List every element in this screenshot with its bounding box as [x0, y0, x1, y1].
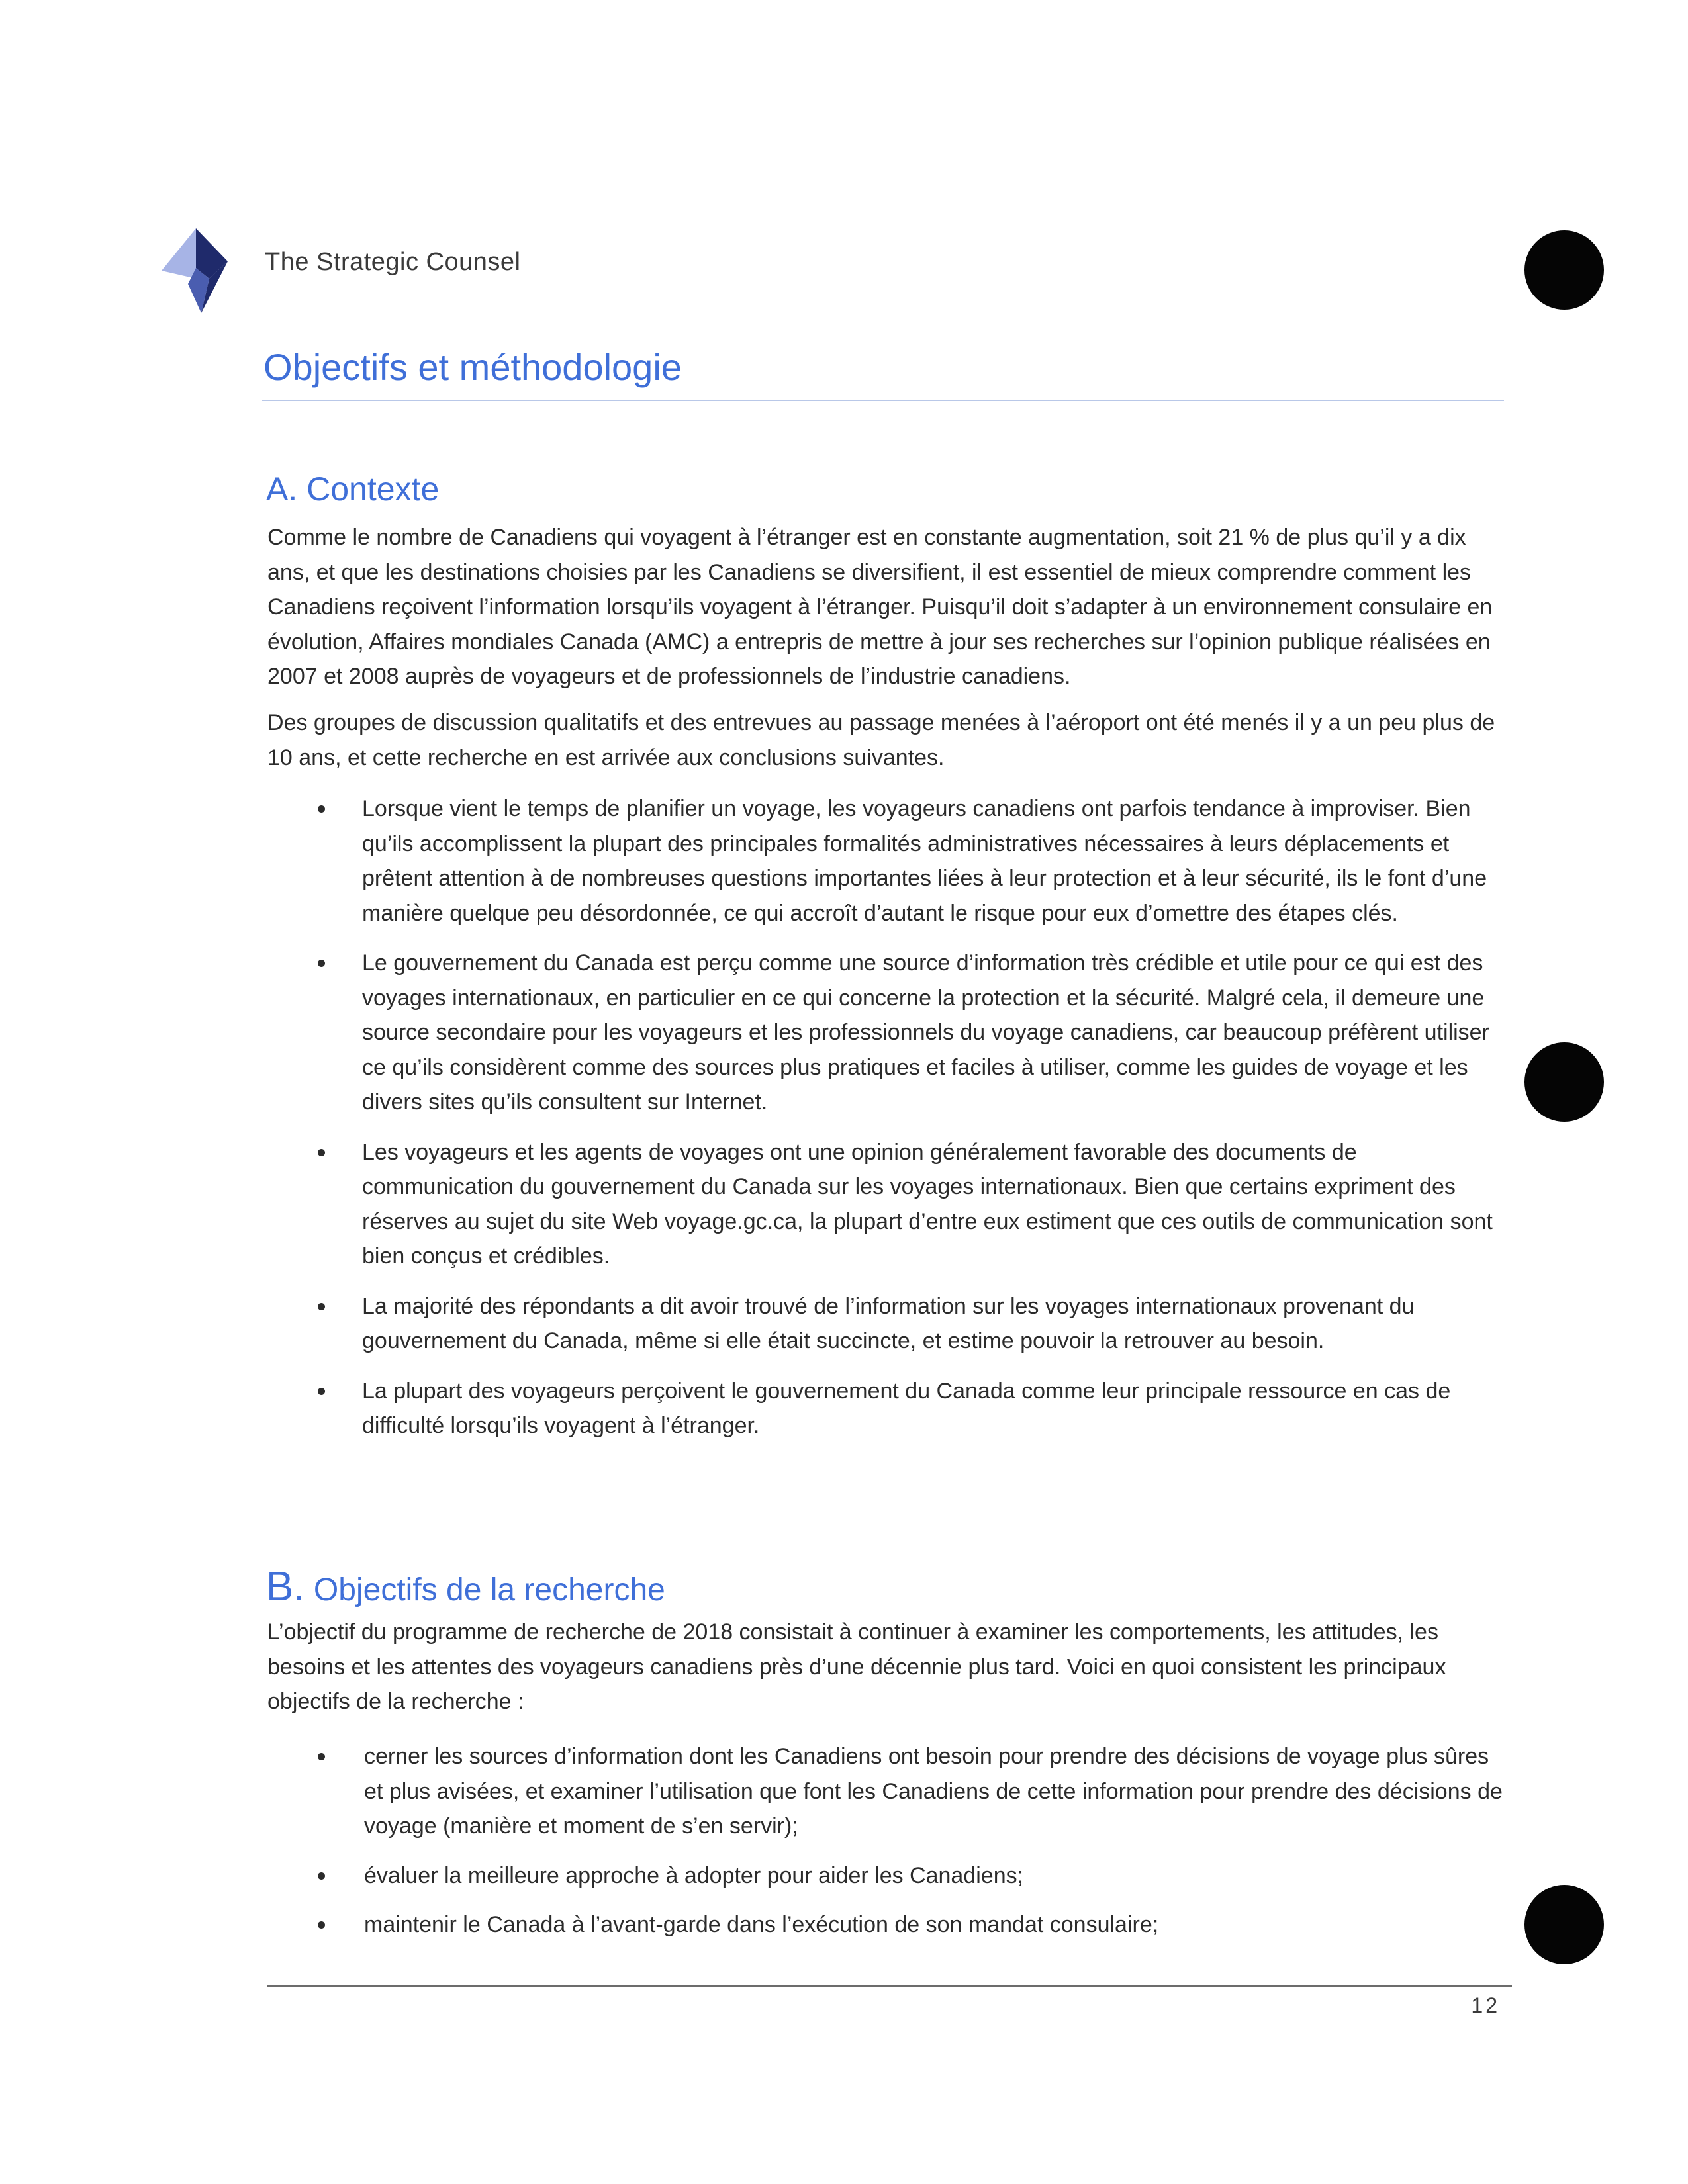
section-a-heading: A. Contexte	[266, 471, 440, 508]
bullet-text: Le gouvernement du Canada est perçu comme une source d’information très crédible et utile pour ce qui est des voyages internationaux, en particulier en ce qui concerne la protection et la sécurité. Malgré cela, il demeure une source secondaire pour les voyageurs et les professionnels du voyage canadiens, car beaucoup préfèrent utiliser ce qu’ils considèrent comme des sources plus pratiques et faciles à utiliser, comme les guides de voyage et les divers sites qu’ils consultent sur Internet.	[362, 950, 1489, 1115]
bullet-text: Les voyageurs et les agents de voyages ont une opinion généralement favorable des documents de communication du gouvernement du Canada sur les voyages internationaux. Bien que certains expriment des réserves au sujet du site Web voyage.gc.ca, la plupart d’entre eux estiment que ces outils de communication sont bien conçus et crédibles.	[362, 1139, 1493, 1269]
bullet-item	[311, 1289, 1503, 1359]
footer-divider	[267, 1985, 1512, 1987]
bullet-item	[311, 1907, 1503, 1942]
punch-hole-top	[1524, 230, 1604, 310]
bullet-dot-icon	[318, 1753, 325, 1760]
title-divider	[262, 400, 1504, 401]
section-b-bullet-list	[311, 1739, 1503, 1957]
section-b-heading	[266, 1563, 665, 1610]
bullet-dot-icon	[318, 1303, 325, 1310]
bullet-text: La plupart des voyageurs perçoivent le gouvernement du Canada comme leur principale ressource en cas de difficulté lorsqu’ils voyagent à l’étranger.	[362, 1378, 1451, 1438]
bullet-dot-icon	[318, 960, 325, 967]
strategic-counsel-logo-icon	[162, 228, 228, 313]
page-title: Objectifs et méthodologie	[263, 346, 682, 388]
section-a-bullet-list	[311, 792, 1503, 1459]
bullet-item	[311, 1374, 1503, 1443]
bullet-text: cerner les sources d’information dont les Canadiens ont besoin pour prendre des décisions de voyage plus sûres et plus avisées, et examiner l’utilisation que font les Canadiens de cette information pour prendre des décisions de voyage (manière et moment de s’en servir);	[364, 1744, 1503, 1839]
brand-name: The Strategic Counsel	[265, 248, 521, 276]
section-a-paragraph: Comme le nombre de Canadiens qui voyagent à l’étranger est en constante augmentation, soit 21 % de plus qu’il y a dix ans, et que les destinations choisies par les Canadiens se diversifient, il est essentiel de mieux comprendre comment les Canadiens reçoivent l’information lorsqu’ils voyagent à l’étranger. Puisqu’il doit s’adapter à un environnement consulaire en évolution, Affaires mondiales Canada (AMC) a entrepris de mettre à jour ses recherches sur l’opinion publique réalisées en 2007 et 2008 auprès de voyageurs et de professionnels de l’industrie canadiens.	[267, 525, 1493, 689]
section-b-paragraph: L’objectif du programme de recherche de 2018 consistait à continuer à examiner les comportements, les attitudes, les besoins et les attentes des voyageurs canadiens près d’une décennie plus tard. Voici en quoi consistent les principaux objectifs de la recherche :	[267, 1619, 1446, 1714]
bullet-item	[311, 946, 1503, 1120]
bullet-dot-icon	[318, 1149, 325, 1156]
section-b-heading-text: Objectifs de la recherche	[305, 1572, 665, 1608]
bullet-item	[311, 1135, 1503, 1274]
bullet-item	[311, 792, 1503, 931]
bullet-text: maintenir le Canada à l’avant-garde dans l’exécution de son mandat consulaire;	[364, 1912, 1159, 1937]
bullet-dot-icon	[318, 805, 325, 813]
bullet-text: Lorsque vient le temps de planifier un voyage, les voyageurs canadiens ont parfois tendance à improviser. Bien qu’ils accomplissent la plupart des principales formalités administratives nécessaires à leurs déplacements et prêtent attention à de nombreuses questions importantes liées à leur protection et à leur sécurité, ils le font d’une manière quelque peu désordonnée, ce qui accroît d’autant le risque pour eux d’omettre des étapes clés.	[362, 796, 1487, 926]
punch-hole-bottom	[1524, 1885, 1604, 1964]
bullet-dot-icon	[318, 1388, 325, 1395]
bullet-text: La majorité des répondants a dit avoir trouvé de l’information sur les voyages internationaux provenant du gouvernement du Canada, même si elle était succincte, et estime pouvoir la retrouver au besoin.	[362, 1293, 1415, 1353]
bullet-text: évaluer la meilleure approche à adopter pour aider les Canadiens;	[364, 1862, 1024, 1888]
punch-hole-middle	[1524, 1042, 1604, 1122]
bullet-item	[311, 1739, 1503, 1844]
bullet-dot-icon	[318, 1921, 325, 1929]
page-number: 12	[1471, 1993, 1500, 2017]
bullet-item	[311, 1858, 1503, 1893]
section-b-heading-letter: B.	[266, 1564, 305, 1610]
bullet-dot-icon	[318, 1872, 325, 1880]
section-a-paragraph: Des groupes de discussion qualitatifs et des entrevues au passage menées à l’aéroport ont été menés il y a un peu plus de 10 ans, et cette recherche en est arrivée aux conclusions suivantes.	[267, 710, 1495, 770]
